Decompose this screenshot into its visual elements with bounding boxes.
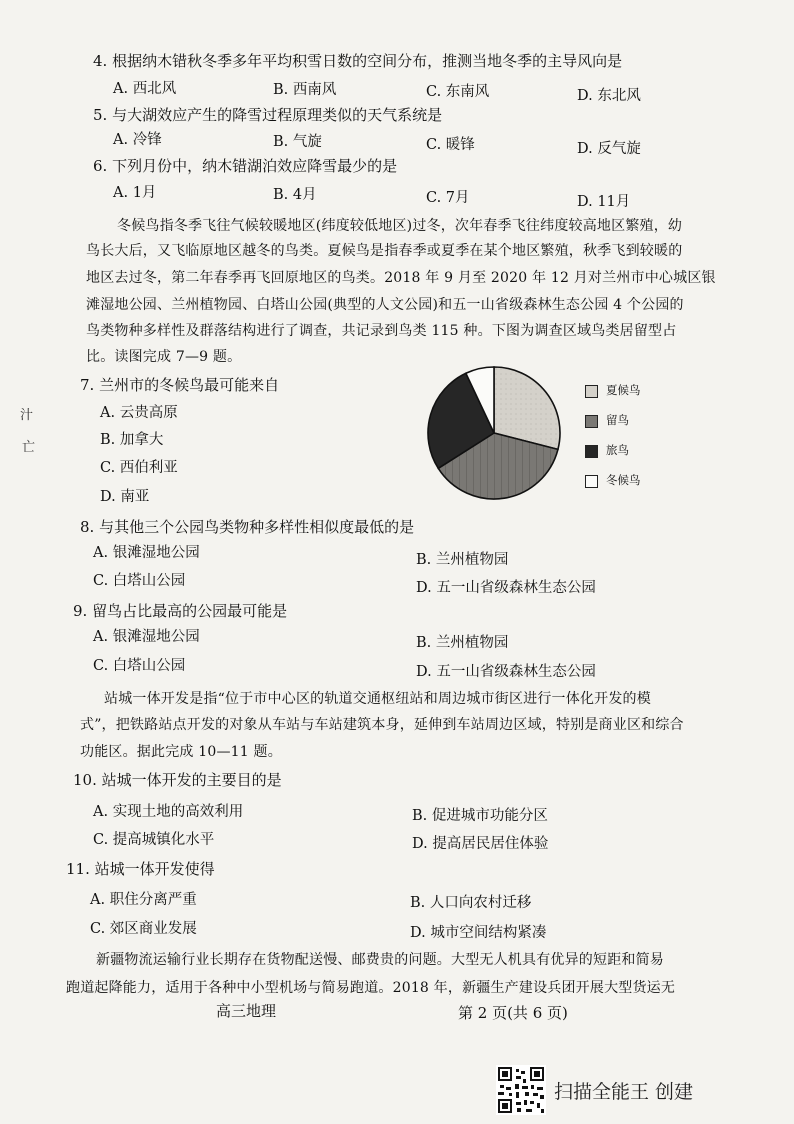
question-4-option-d: D. 东北风 [577, 88, 641, 104]
question-9-option-b: B. 兰州植物园 [416, 635, 509, 651]
scanner-watermark-label: 扫描全能王 创建 [554, 1081, 694, 1103]
passage-1-line-1: 冬候鸟指冬季飞往气候较暖地区(纬度较低地区)过冬，次年春季飞往纬度较高地区繁殖，幼 [117, 218, 683, 234]
question-6-option-d: D. 11月 [577, 194, 631, 210]
question-6-option-a: A. 1月 [113, 185, 157, 201]
question-10-option-b: B. 促进城市功能分区 [412, 808, 548, 824]
question-7-option-d: D. 南亚 [100, 489, 150, 505]
question-7-option-a: A. 云贵高原 [100, 405, 178, 421]
legend-label-passage: 旅鸟 [606, 443, 629, 457]
question-11-option-a: A. 职住分离严重 [90, 892, 197, 908]
question-7-option-c: C. 西伯利亚 [100, 460, 178, 476]
question-5-option-a: A. 冷锋 [113, 132, 162, 148]
question-10-stem: 10. 站城一体开发的主要目的是 [73, 771, 282, 789]
question-6-stem: 6. 下列月份中，纳木错湖泊效应降雪最少的是 [93, 157, 398, 175]
question-11-option-b: B. 人口向农村迁移 [410, 895, 532, 911]
question-8-stem: 8. 与其他三个公园鸟类物种多样性相似度最低的是 [80, 518, 415, 536]
question-4-option-c: C. 东南风 [426, 84, 490, 100]
passage-3-line-1: 新疆物流运输行业长期存在货物配送慢、邮费贵的问题。大型无人机具有优异的短距和简易 [96, 952, 664, 968]
legend-swatch-summer [585, 385, 598, 398]
legend-label-winter: 冬候鸟 [606, 473, 641, 487]
passage-1-line-3: 地区去过冬，第二年春季再飞回原地区的鸟类。2018 年 9 月至 2020 年 12 月对兰州市中心城区银 [86, 270, 716, 286]
passage-2-line-3: 功能区。据此完成 10—11 题。 [80, 744, 282, 760]
question-8-option-b: B. 兰州植物园 [416, 552, 509, 568]
question-10-option-d: D. 提高居民居住体验 [412, 836, 549, 852]
margin-mark-2: 亡 [22, 440, 36, 455]
passage-2-line-1: 站城一体开发是指“位于市中心区的轨道交通枢纽站和周边城市街区进行一体化开发的模 [104, 691, 651, 707]
margin-mark-1: 汁 [20, 408, 34, 423]
passage-3-line-2: 跑道起降能力，适用于各种中小型机场与简易跑道。2018 年，新疆生产建设兵团开展大型货运无 [66, 980, 676, 996]
question-8-option-c: C. 白塔山公园 [93, 573, 186, 589]
passage-1-line-4: 滩湿地公园、兰州植物园、白塔山公园(典型的人文公园)和五一山省级森林生态公园 4 个公园的 [86, 297, 684, 313]
passage-1-line-5: 鸟类物种多样性及群落结构进行了调查，共记录到鸟类 115 种。下图为调查区域鸟类居留型占 [86, 323, 677, 339]
passage-1-line-2: 鸟长大后，又飞临原地区越冬的鸟类。夏候鸟是指春季或夏季在某个地区繁殖，秋季飞到较暖的 [86, 243, 683, 259]
question-9-option-c: C. 白塔山公园 [93, 658, 186, 674]
question-5-option-c: C. 暖锋 [426, 137, 475, 153]
question-11-option-c: C. 郊区商业发展 [90, 921, 197, 937]
question-8-option-d: D. 五一山省级森林生态公园 [416, 580, 596, 596]
legend-label-resident: 留鸟 [606, 413, 629, 427]
question-10-option-a: A. 实现土地的高效利用 [93, 804, 244, 820]
legend-swatch-passage [585, 445, 598, 458]
passage-1-line-6: 比。读图完成 7—9 题。 [86, 349, 242, 365]
question-9-option-d: D. 五一山省级森林生态公园 [416, 664, 596, 680]
question-7-option-b: B. 加拿大 [100, 432, 164, 448]
question-5-option-b: B. 气旋 [273, 134, 322, 150]
question-6-option-c: C. 7月 [426, 190, 470, 206]
question-11-option-d: D. 城市空间结构紧凑 [410, 925, 547, 941]
question-5-option-d: D. 反气旋 [577, 141, 641, 157]
question-5-stem: 5. 与大湖效应产生的降雪过程原理类似的天气系统是 [93, 106, 443, 124]
question-9-stem: 9. 留鸟占比最高的公园最可能是 [73, 602, 288, 620]
footer-subject: 高三地理 [216, 1002, 277, 1020]
legend-swatch-resident [585, 415, 598, 428]
question-4-option-a: A. 西北风 [113, 81, 177, 97]
question-7-stem: 7. 兰州市的冬候鸟最可能来自 [80, 376, 280, 394]
question-4-option-b: B. 西南风 [273, 82, 337, 98]
question-8-option-a: A. 银滩湿地公园 [93, 545, 200, 561]
question-4-stem: 4. 根据纳木错秋冬季多年平均积雪日数的空间分布，推测当地冬季的主导风向是 [93, 52, 623, 70]
passage-2-line-2: 式”，把铁路站点开发的对象从车站与车站建筑本身，延伸到车站周边区域，特别是商业区和综合 [80, 717, 684, 733]
bird-residency-pie-chart [424, 362, 564, 504]
question-10-option-c: C. 提高城镇化水平 [93, 832, 215, 848]
footer-page-number: 第 2 页(共 6 页) [458, 1004, 568, 1022]
question-6-option-b: B. 4月 [273, 187, 317, 203]
legend-label-summer: 夏候鸟 [606, 383, 641, 397]
legend-swatch-winter [585, 475, 598, 488]
question-11-stem: 11. 站城一体开发使得 [66, 860, 215, 878]
qr-code-icon [496, 1065, 546, 1115]
question-9-option-a: A. 银滩湿地公园 [93, 629, 200, 645]
